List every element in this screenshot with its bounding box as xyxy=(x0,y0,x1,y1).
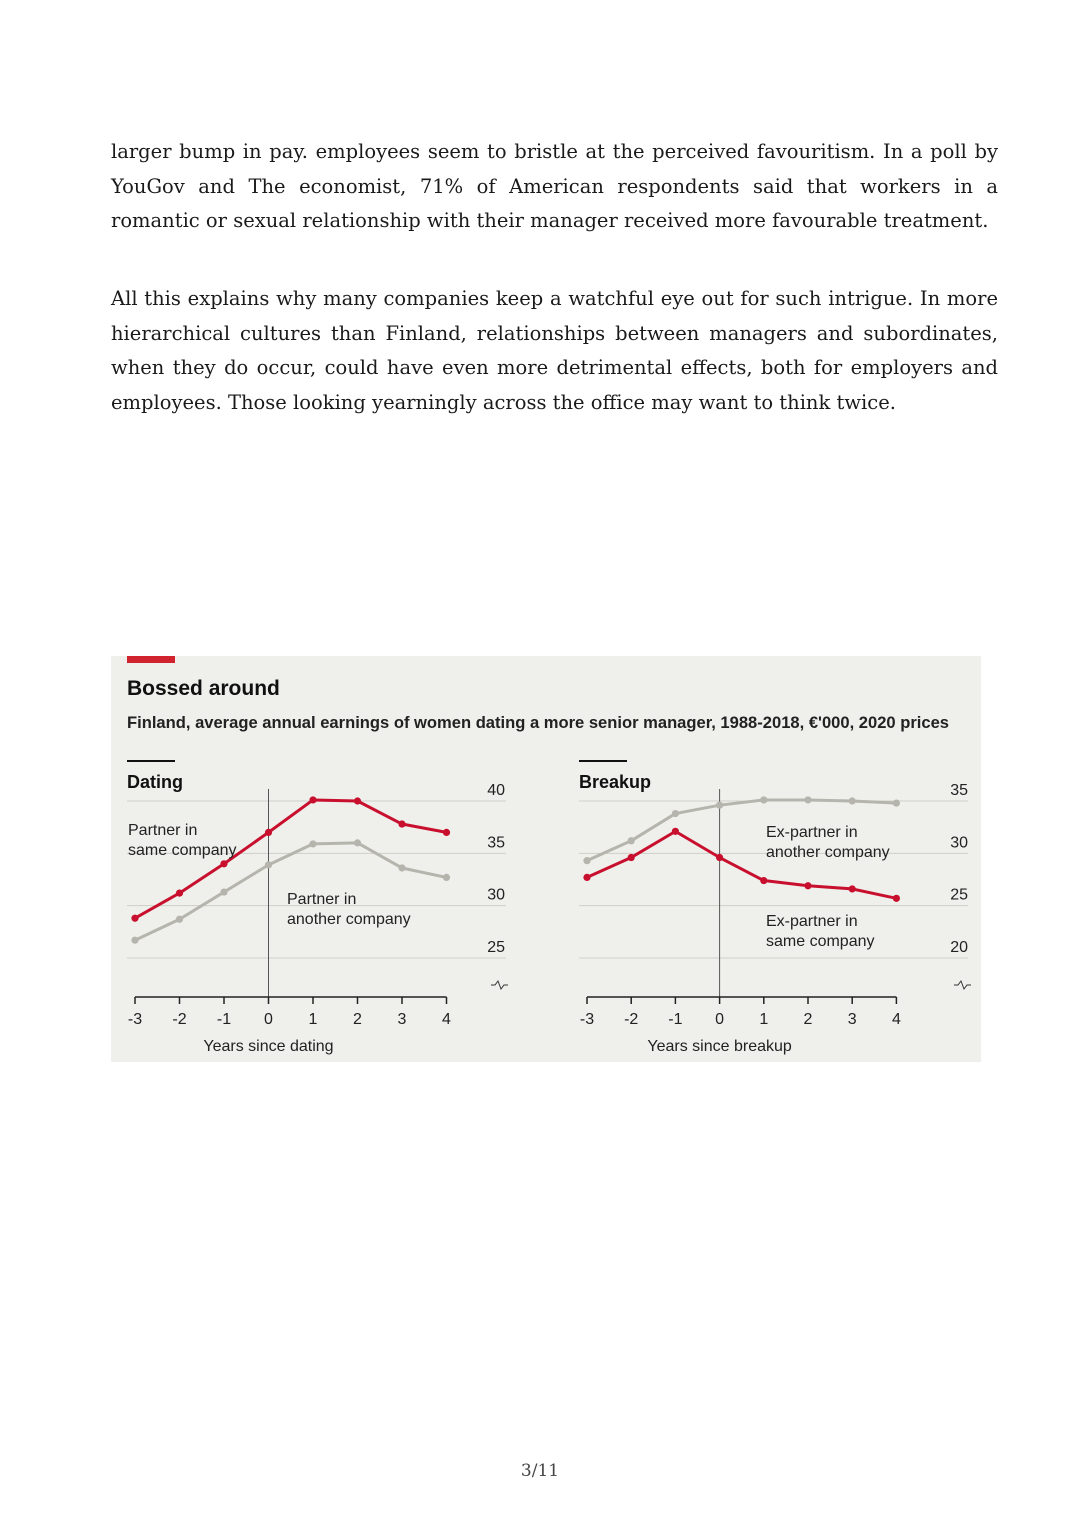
data-point xyxy=(176,890,183,897)
y-tick-label: 30 xyxy=(950,834,968,852)
series-label-line: another company xyxy=(287,911,411,928)
data-point xyxy=(583,857,590,864)
x-tick-label: 2 xyxy=(803,1011,813,1028)
chart-figure xyxy=(111,656,981,1062)
x-axis-title: Years since breakup xyxy=(647,1038,792,1055)
data-point xyxy=(893,895,900,902)
data-point xyxy=(893,799,900,806)
x-tick-label: 1 xyxy=(759,1011,769,1028)
y-tick-label: 40 xyxy=(487,782,505,799)
x-tick-label: -2 xyxy=(172,1011,187,1028)
data-point xyxy=(628,837,635,844)
series-label-line: same company xyxy=(766,933,875,950)
data-point xyxy=(849,797,856,804)
data-point xyxy=(131,937,138,944)
page-number: 3/11 xyxy=(520,1461,560,1481)
body-paragraph-2: All this explains why many companies keep a watchful eye out for such intrigue. In more hierarchical cultures than Finland, relationships between managers and subordinates, when they do occur, could have even more detrimental effects, both for employers and employees. Those looking yearningly across the office may want to think twice. xyxy=(111,287,998,414)
data-point xyxy=(220,860,227,867)
x-tick-label: 3 xyxy=(847,1011,857,1028)
series-label xyxy=(766,824,890,861)
data-point xyxy=(443,829,450,836)
figure-title: Bossed around xyxy=(127,677,280,700)
data-point xyxy=(398,864,405,871)
x-tick-label: 0 xyxy=(715,1011,725,1028)
x-tick-label: 4 xyxy=(442,1011,451,1028)
figure-subtitle: Finland, average annual earnings of women dating a more senior manager, 1988-2018, €'000, 2020 prices xyxy=(127,713,949,732)
y-tick-label: 30 xyxy=(487,886,505,904)
panel-title: Dating xyxy=(127,772,183,792)
series-label-line: Partner in xyxy=(287,891,357,908)
x-tick-label: -1 xyxy=(216,1011,232,1028)
data-point xyxy=(220,888,227,895)
data-point xyxy=(672,810,679,817)
series-label-line: Ex-partner in xyxy=(766,824,858,841)
data-point xyxy=(760,796,767,803)
data-point xyxy=(760,877,767,884)
data-point xyxy=(398,820,405,827)
series-label xyxy=(128,822,237,859)
body-paragraph-1: larger bump in pay. employees seem to bristle at the perceived favouritism. In a poll by YouGov and The economist, 71% of American respondents said that workers in a romantic or sexual relationship with their manager received more favourable treatment. xyxy=(111,140,998,233)
x-tick-label: -1 xyxy=(668,1011,683,1028)
series-label-line: Ex-partner in xyxy=(766,913,858,930)
data-point xyxy=(849,885,856,892)
panel-title: Breakup xyxy=(579,772,652,792)
x-tick-label: 1 xyxy=(308,1011,318,1028)
breakup-panel xyxy=(579,761,971,1055)
dating-panel xyxy=(127,761,508,1055)
data-point xyxy=(716,854,723,861)
y-tick-label: 35 xyxy=(487,834,505,852)
axis-break-icon xyxy=(491,981,508,989)
accent-bar xyxy=(127,656,175,663)
data-point xyxy=(265,829,272,836)
data-point xyxy=(309,796,316,803)
x-tick-label: -3 xyxy=(127,1011,143,1028)
x-axis-title: Years since dating xyxy=(203,1038,334,1055)
data-point xyxy=(583,874,590,881)
axis-break-icon xyxy=(954,981,971,989)
y-tick-label: 25 xyxy=(487,939,505,956)
series-label-line: same company xyxy=(128,842,237,859)
y-tick-label: 25 xyxy=(950,886,968,904)
data-point xyxy=(354,839,361,846)
chart-svg xyxy=(111,656,981,1062)
x-tick-label: 4 xyxy=(891,1011,901,1028)
data-point xyxy=(131,915,138,922)
series-label-line: Partner in xyxy=(128,822,198,839)
y-tick-label: 35 xyxy=(950,782,968,799)
data-point xyxy=(354,797,361,804)
data-point xyxy=(716,802,723,809)
x-tick-label: 3 xyxy=(397,1011,407,1028)
data-point xyxy=(265,861,272,868)
x-tick-label: -3 xyxy=(579,1011,595,1028)
series-label xyxy=(287,891,411,928)
data-point xyxy=(672,828,679,835)
data-point xyxy=(176,916,183,923)
series-label-line: another company xyxy=(766,844,890,861)
y-tick-label: 20 xyxy=(950,939,968,956)
data-point xyxy=(628,854,635,861)
data-point xyxy=(309,840,316,847)
x-tick-label: -2 xyxy=(624,1011,639,1028)
data-point xyxy=(804,882,811,889)
data-point xyxy=(443,874,450,881)
x-tick-label: 0 xyxy=(264,1011,273,1028)
data-point xyxy=(804,796,811,803)
series-label xyxy=(766,913,875,950)
x-tick-label: 2 xyxy=(353,1011,362,1028)
